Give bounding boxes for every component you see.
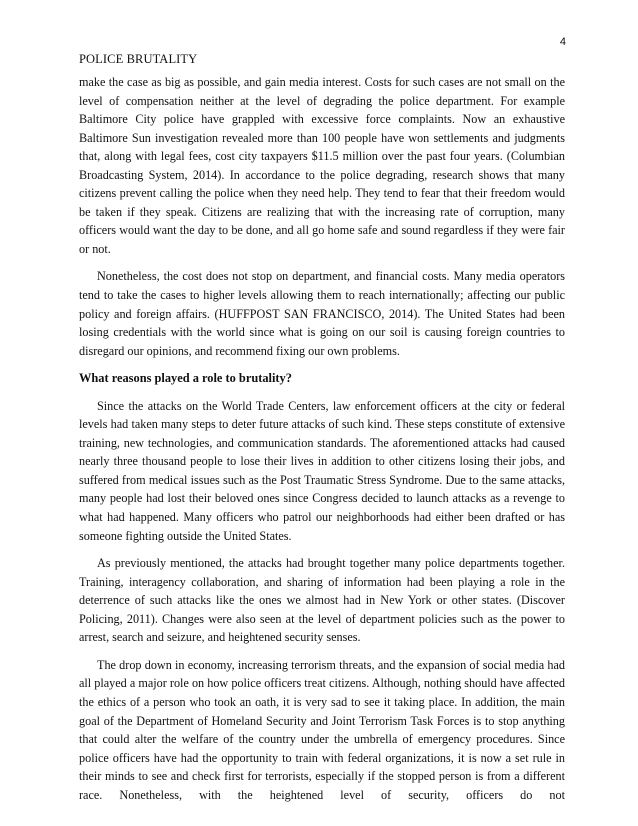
page-number: 4	[559, 36, 566, 48]
paragraph-1: make the case as big as possible, and gain media interest. Costs for such cases are not small on the level of compensation neither at the level of degrading the police department. For example Baltimore City police have grappled with excessive force complaints. Now an exhaustive Baltimore Sun investigation revealed more than 100 people have won settlements and judgments that, along with legal fees, cost city taxpayers $11.5 million over the past four years. (Columbian Broadcasting System, 2014). In accordance to the police degrading, research shows that many citizens prevent calling the police when they need help. They tend to fear that their freedom would be taken if they speak. Citizens are realizing that with the increasing rate of corruption, many officers would want the day to be done, and all go home safe and sound regardless if they were fair or not.	[79, 75, 565, 256]
section-heading: What reasons played a role to brutality?	[79, 371, 292, 386]
paragraph-5: The drop down in economy, increasing terrorism threats, and the expansion of social media had all played a major role on how police officers treat citizens. Although, nothing should have affected the ethics of a person who took an oath, it is very sad to see it taking place. In addition, the main goal of the Department of Homeland Security and Joint Terrorism Task Forces is to stop anything that could alter the welfare of the country under the umbrella of emergency procedures. Since police officers have had the opportunity to train with federal organizations, it is now a set rule in their minds to see and check first for terrorists, especially if the stopped person is from a different race. Nonetheless, with the heightened level of security, officers do not	[79, 657, 565, 802]
paragraph-2: Nonetheless, the cost does not stop on department, and financial costs. Many media operators tend to take the cases to higher levels allowing them to reach internationally; affecting our public policy and foreign affairs. (HUFFPOST SAN FRANCISCO, 2014). The United States had been losing credentials with the world since what is going on our soil is causing foreign countries to disregard our opinions, and recommend fixing our own problems.	[79, 269, 565, 358]
running-head: POLICE BRUTALITY	[79, 52, 198, 66]
document-body	[79, 73, 565, 813]
paragraph-4: As previously mentioned, the attacks had brought together many police departments together. Training, interagency collaboration, and sharing of information had been playing a role in the deterrence of such attacks like the ones we almost had in New York or other states. (Discover Policing, 2011). Changes were also seen at the level of department policies such as the power to arrest, search and seizure, and heightened security senses.	[79, 556, 565, 645]
paragraph-3: Since the attacks on the World Trade Centers, law enforcement officers at the city or federal levels had taken many steps to deter future attacks of such kind. These steps constitute of extensive training, new technologies, and communication standards. The aforementioned attacks had caused nearly three thousand people to lose their lives in addition to other citizens losing their jobs, and suffered from medical issues such as the Post Traumatic Stress Syndrome. Due to the same attacks, many people had lost their beloved ones since Congress decided to launch attacks as a revenge to what had happened. Many officers who patrol our neighborhoods had either been drafted or has someone fighting outside the United States.	[79, 398, 565, 543]
